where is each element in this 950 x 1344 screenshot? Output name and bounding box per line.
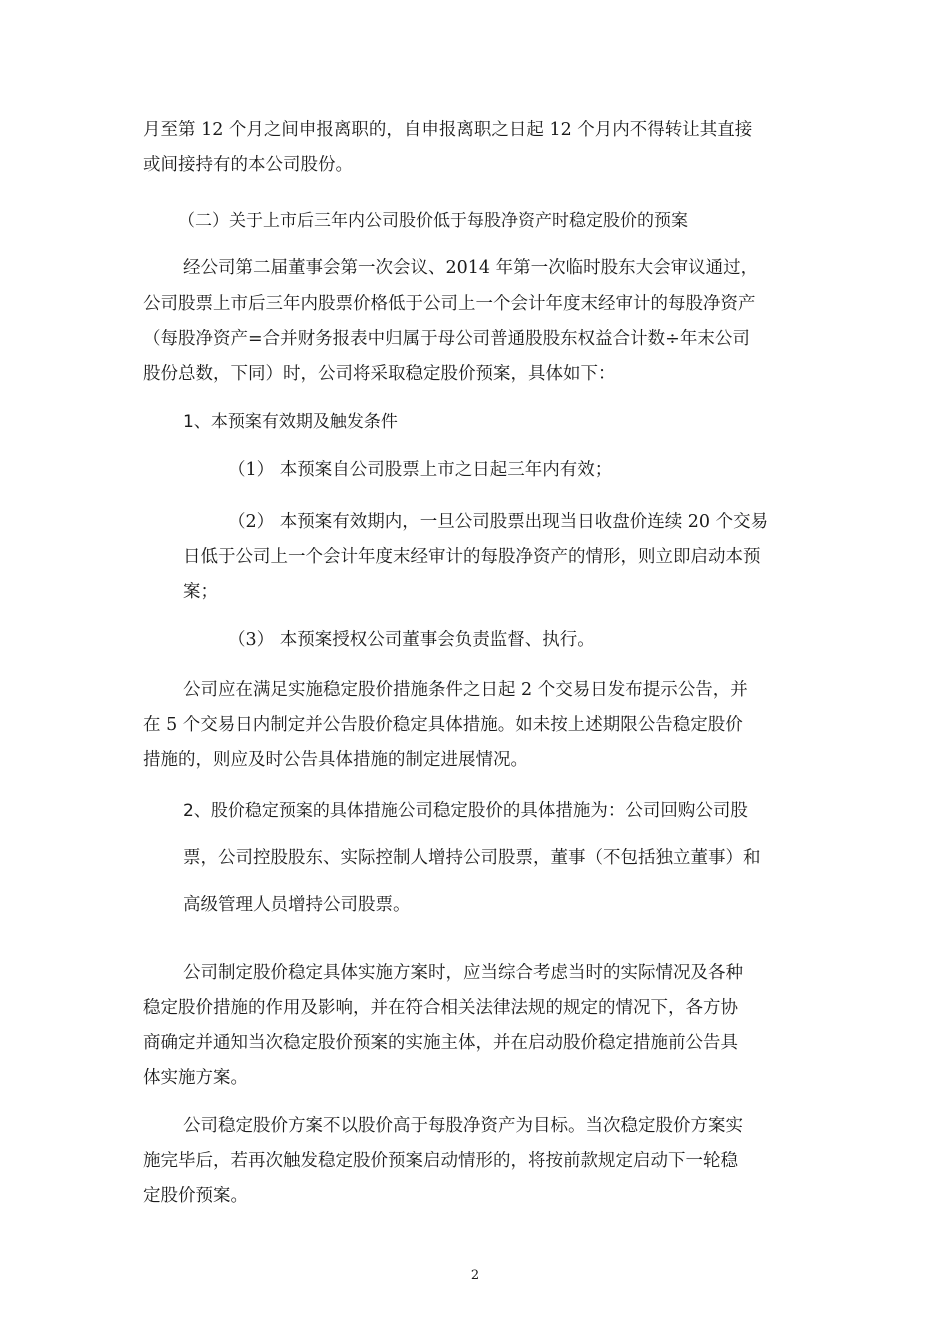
text-line: 公司制定股价稳定具体实施方案时，应当综合考虑当时的实际情况及各种 <box>183 963 743 983</box>
list-item: （3） 本预案授权公司董事会负责监督、执行。 <box>228 630 595 650</box>
text-line: 公司股票上市后三年内股票价格低于公司上一个会计年度末经审计的每股净资产 <box>143 294 756 314</box>
section-heading: （二）关于上市后三年内公司股价低于每股净资产时稳定股价的预案 <box>178 211 688 231</box>
text-line: 措施的，则应及时公告具体措施的制定进展情况。 <box>143 750 528 770</box>
text-line: 商确定并通知当次稳定股价预案的实施主体，并在启动股价稳定措施前公告具 <box>143 1033 738 1053</box>
text-line: 案； <box>183 582 218 602</box>
text-line: 高级管理人员增持公司股票。 <box>183 895 411 915</box>
text-line: 或间接持有的本公司股份。 <box>143 155 353 175</box>
text-line: 日低于公司上一个会计年度末经审计的每股净资产的情形，则立即启动本预 <box>183 547 761 567</box>
text-line: 在 5 个交易日内制定并公告股价稳定具体措施。如未按上述期限公告稳定股价 <box>143 715 743 735</box>
text-line: 公司稳定股价方案不以股价高于每股净资产为目标。当次稳定股价方案实 <box>183 1116 743 1136</box>
list-item: （2） 本预案有效期内，一旦公司股票出现当日收盘价连续 20 个交易 <box>228 512 769 532</box>
text-line: 票，公司控股股东、实际控制人增持公司股票，董事（不包括独立董事）和 <box>183 848 761 868</box>
text-line: 公司稳定股价的具体措施为：公司回购公司股 <box>397 801 748 821</box>
page-number: 2 <box>470 1268 480 1283</box>
subsection-heading: 1、本预案有效期及触发条件 <box>183 412 398 432</box>
text-line: 股份总数，下同）时，公司将采取稳定股价预案，具体如下： <box>143 364 616 384</box>
text-line: （每股净资产=合并财务报表中归属于母公司普通股股东权益合计数÷年末公司 <box>143 329 750 349</box>
text-line: 经公司第二届董事会第一次会议、2014 年第一次临时股东大会审议通过， <box>183 258 759 278</box>
text-line: 施完毕后，若再次触发稳定股价预案启动情形的，将按前款规定启动下一轮稳 <box>143 1151 738 1171</box>
text-line: 体实施方案。 <box>143 1068 248 1088</box>
list-item: （1） 本预案自公司股票上市之日起三年内有效； <box>228 460 613 480</box>
text-line: 稳定股价措施的作用及影响，并在符合相关法律法规的规定的情况下，各方协 <box>143 998 738 1018</box>
text-line: 定股价预案。 <box>143 1186 248 1206</box>
heading-with-text <box>183 799 748 823</box>
text-line: 公司应在满足实施稳定股价措施条件之日起 2 个交易日发布提示公告，并 <box>183 680 748 700</box>
text-line: 月至第 12 个月之间申报离职的，自申报离职之日起 12 个月内不得转让其直接 <box>143 120 753 140</box>
subsection-heading: 2、股价稳定预案的具体措施 <box>183 801 398 821</box>
